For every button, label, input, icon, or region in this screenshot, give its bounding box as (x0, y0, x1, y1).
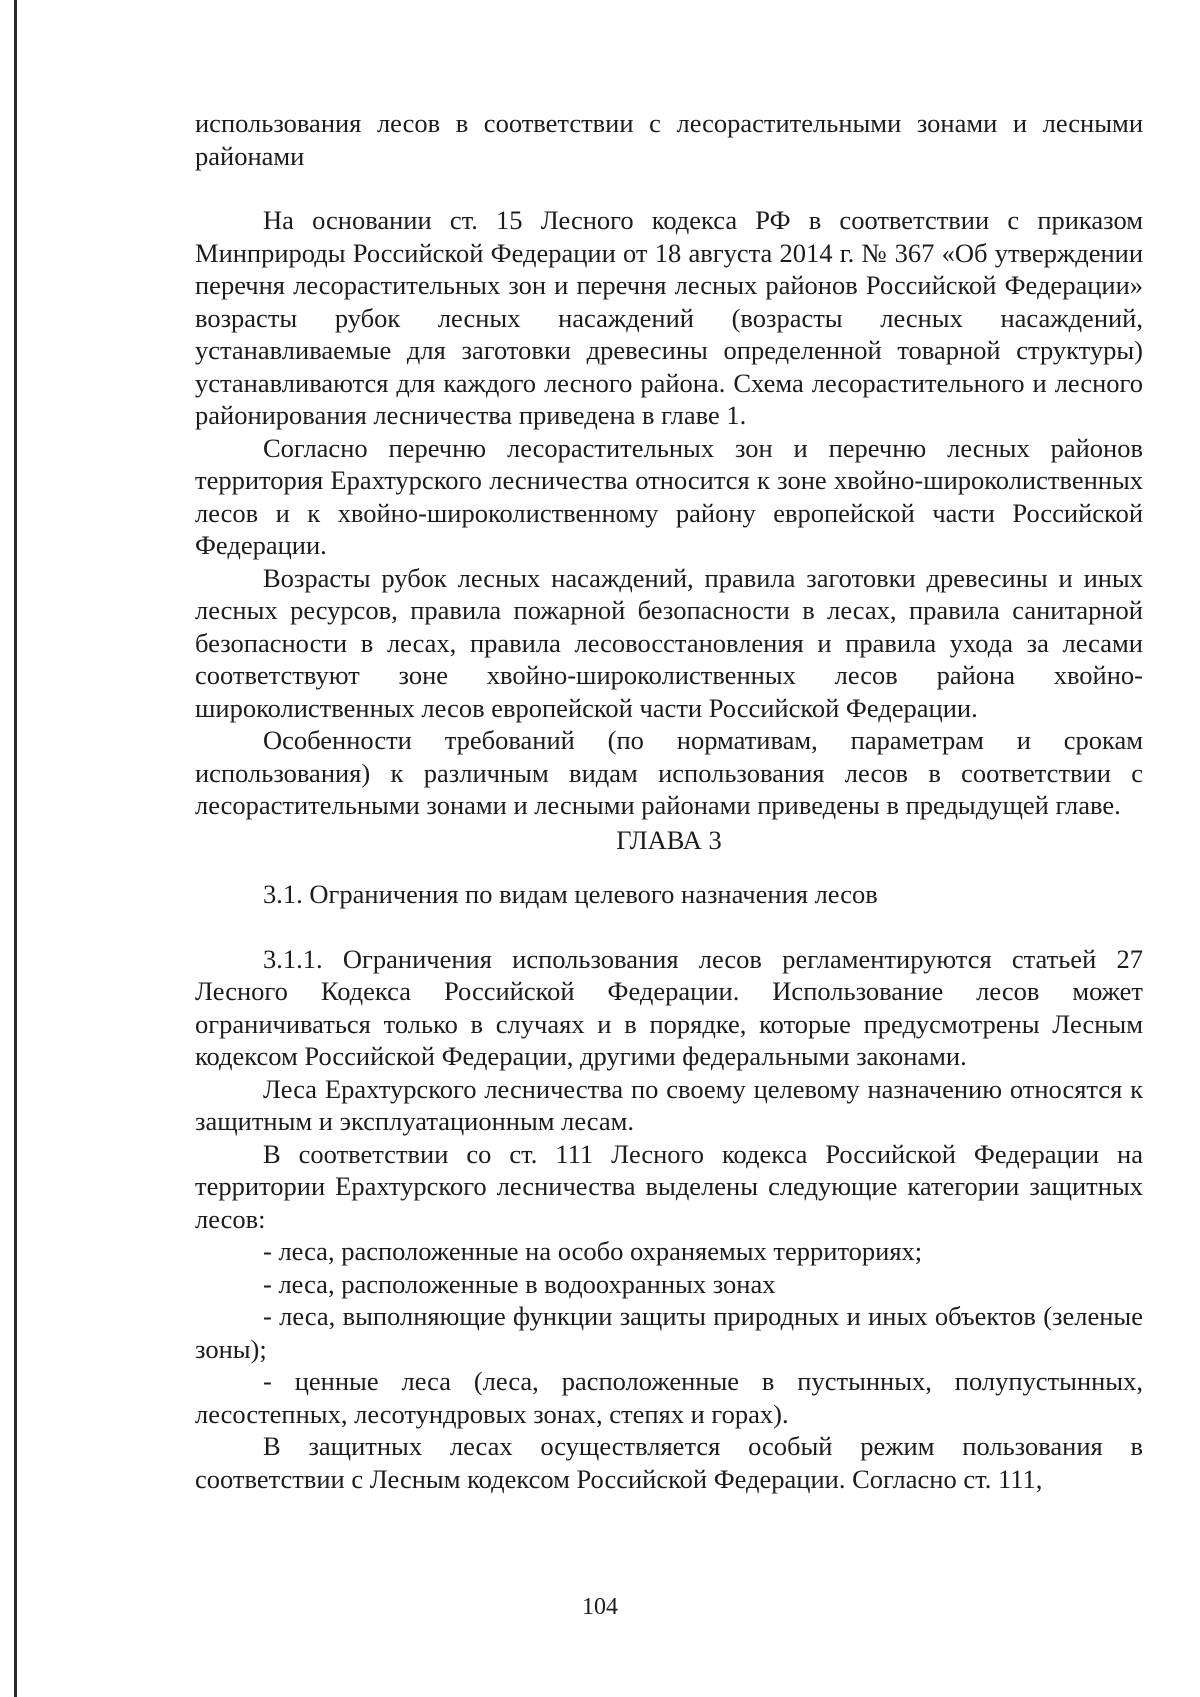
page-number: 104 (582, 1594, 618, 1620)
paragraph-closing: В защитных лесах осуществляется особый режим пользования в соответствии с Лесным кодексом Российской Федерации. Согласно ст. 111, (195, 1431, 1143, 1494)
list-item: - леса, расположенные на особо охраняемых территориях; (263, 1236, 923, 1266)
list-item: - ценные леса (леса, расположенные в пустынных, полупустынных, лесостепных, лесотундровых зонах, степях и горах). (195, 1366, 1143, 1429)
intro-paragraph: использования лесов в соответствии с лесорастительными зонами и лесными районами (195, 108, 1143, 171)
scan-edge-line (14, 0, 17, 1697)
paragraph-requirements: Особенности требований (по нормативам, параметрам и срокам использования) к различным видам использования лесов в соответствии с лесорастительными зонами и лесными районами приведены в предыдущей главе. (195, 725, 1143, 820)
paragraph-zone-classification: Согласно перечню лесорастительных зон и перечню лесных районов территория Ерахтурского лесничества относится к зоне хвойно-широколиственных лесов и к хвойно-широколиственному району европейской части Российской Федерации. (195, 432, 1143, 560)
paragraph-forest-purpose: Леса Ерахтурского лесничества по своему целевому назначению относятся к защитным и эксплуатационным лесам. (195, 1073, 1143, 1136)
paragraph-restrictions: 3.1.1. Ограничения использования лесов регламентируются статьей 27 Лесного Кодекса Российской Федерации. Использование лесов может ограничиваться только в случаях и в порядке, которые предусмотрены Лесным кодексом Российской Федерации, другими федеральными законами. (195, 943, 1143, 1071)
chapter-title: ГЛАВА 3 (616, 824, 722, 855)
paragraph-legal-basis: На основании ст. 15 Лесного кодекса РФ в соответствии с приказом Минприроды Российской Федерации от 18 августа 2014 г. № 367 «Об утверждении перечня лесорастительных зон и перечня лесных районов Российской Федерации» возрасты рубок лесных насаждений (возрасты лесных насаждений, устанавливаемые для заготовки древесины определенной товарной структуры) устанавливаются для каждого лесного района. Схема лесорастительного и лесного районирования лесничества приведена в главе 1. (195, 205, 1143, 430)
paragraph-logging-ages: Возрасты рубок лесных насаждений, правила заготовки древесины и иных лесных ресурсов, правила пожарной безопасности в лесах, правила санитарной безопасности в лесах, правила лесовосстановления и правила ухода за лесами соответствуют зоне хвойно-широколиственных лесов района хвойно-широколиственных лесов европейской части Российской Федерации. (195, 562, 1143, 723)
paragraph-protective-categories: В соответствии со ст. 111 Лесного кодекса Российской Федерации на территории Ерахтурского лесничества выделены следующие категории защитных лесов: (195, 1138, 1143, 1234)
list-item: - леса, выполняющие функции защиты природных и иных объектов (зеленые зоны); (195, 1301, 1143, 1364)
section-title: 3.1. Ограничения по видам целевого назначения лесов (263, 879, 878, 909)
list-item: - леса, расположенные в водоохранных зонах (263, 1268, 776, 1299)
document-page (195, 107, 1143, 1495)
